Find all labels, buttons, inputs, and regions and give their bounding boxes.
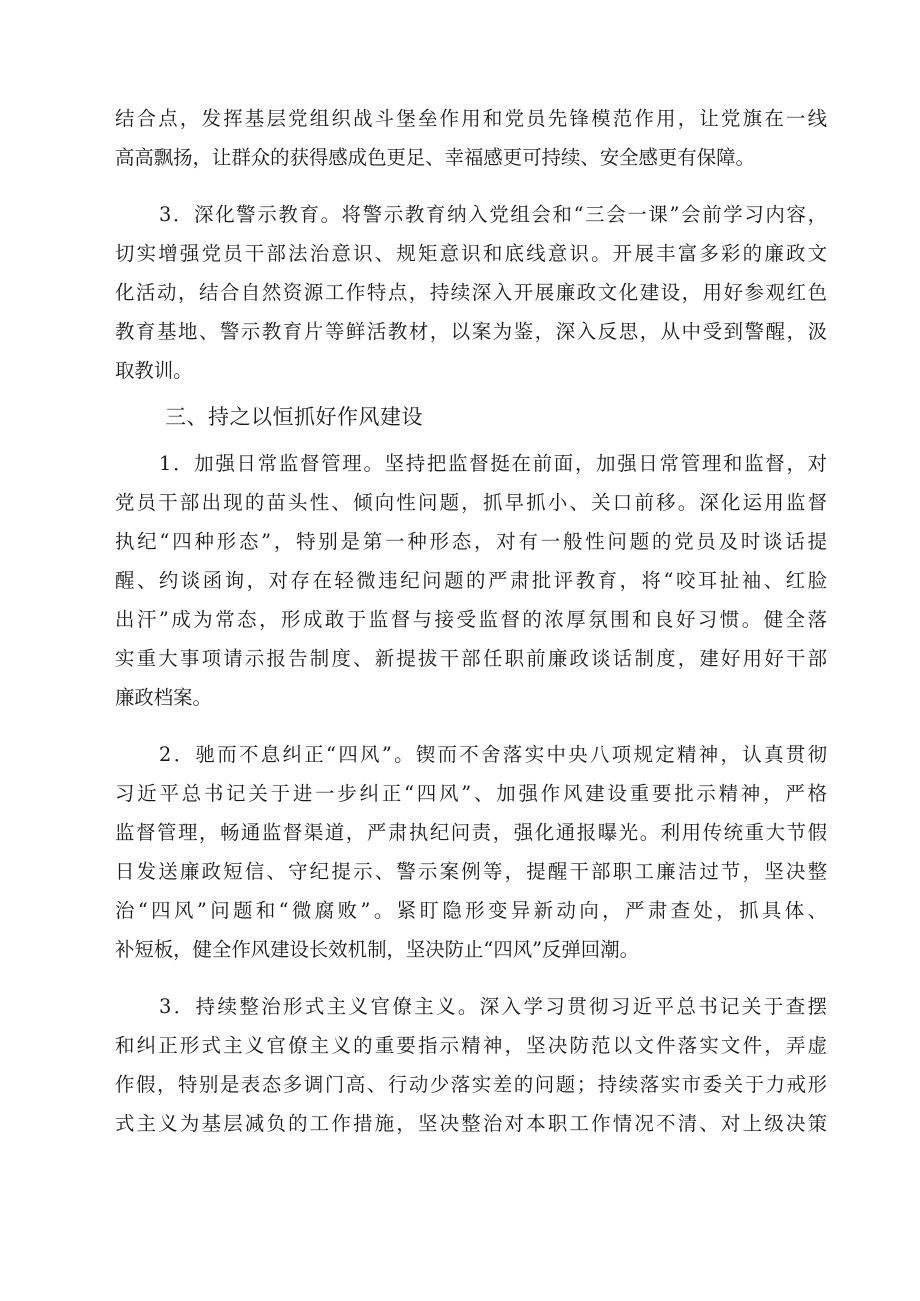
text-line: 党员干部出现的苗头性、倾向性问题，抓早抓小、关口前移。深化运用监督	[115, 491, 827, 514]
text-line: 2．驰而不息纠正“四风”。锲而不舍落实中央八项规定精神，认真贯彻	[159, 743, 827, 766]
text-line: 实重大事项请示报告制度、新提拔干部任职前廉政谈话制度，建好用好干部	[115, 647, 827, 670]
text-line: 监督管理，畅通监督渠道，严肃执纪问责，强化通报曝光。利用传统重大节假	[115, 821, 827, 844]
paragraph-p5	[115, 987, 827, 1143]
text-line: 3．持续整治形式主义官僚主义。深入学习贯彻习近平总书记关于查摆	[159, 995, 827, 1018]
text-line: 习近平总书记关于进一步纠正“四风”、加强作风建设重要批示精神，严格	[115, 782, 827, 805]
paragraph-p3	[115, 444, 827, 717]
text-line: 切实增强党员干部法治意识、规矩意识和底线意识。开展丰富多彩的廉政文	[115, 242, 827, 265]
text-line: 补短板，健全作风建设长效机制，坚决防止“四风”反弹回潮。	[115, 938, 639, 961]
text-line: 执纪“四种形态”，特别是第一种形态，对有一般性问题的党员及时谈话提	[115, 530, 827, 553]
text-line: 取教训。	[115, 359, 193, 382]
text-line: 出汗”成为常态，形成敢于监督与接受监督的浓厚氛围和良好习惯。健全落	[115, 608, 827, 631]
text-line: 教育基地、警示教育片等鲜活教材，以案为鉴，深入反思，从中受到警醒，汲	[115, 320, 827, 343]
text-line: 作假，特别是表态多调门高、行动少落实差的问题；持续落实市委关于力戒形	[115, 1073, 827, 1096]
text-line: 日发送廉政短信、守纪提示、警示案例等，提醒干部职工廉洁过节，坚决整	[115, 860, 827, 883]
text-line: 3．深化警示教育。将警示教育纳入党组会和“三会一课”会前学习内容，	[159, 203, 827, 226]
section-heading: 三、持之以恒抓好作风建设	[165, 405, 423, 429]
document-page	[115, 99, 827, 1143]
text-line: 化活动，结合自然资源工作特点，持续深入开展廉政文化建设，用好参观红色	[115, 281, 827, 304]
text-line: 高高飘扬，让群众的获得感成色更足、幸福感更可持续、安全感更有保障。	[115, 146, 755, 169]
paragraph-gap	[115, 717, 827, 735]
text-line: 1．加强日常监督管理。坚持把监督挺在前面，加强日常管理和监督，对	[159, 452, 827, 475]
paragraph-p1	[115, 99, 827, 177]
paragraph-p2	[115, 195, 827, 390]
paragraph-gap	[115, 969, 827, 987]
text-line: 廉政档案。	[115, 686, 212, 709]
text-line: 和纠正形式主义官僚主义的重要指示精神，坚决防范以文件落实文件，弄虚	[115, 1034, 827, 1057]
paragraph-gap	[115, 177, 827, 195]
text-line: 结合点，发挥基层党组织战斗堡垒作用和党员先锋模范作用，让党旗在一线	[115, 107, 827, 130]
text-line: 醒、约谈函询，对存在轻微违纪问题的严肃批评教育，将“咬耳扯袖、红脸	[115, 569, 827, 592]
paragraph-p4	[115, 735, 827, 969]
text-line: 治“四风”问题和“微腐败”。紧盯隐形变异新动向，严肃查处，抓具体、	[115, 899, 827, 922]
text-line: 式主义为基层减负的工作措施，坚决整治对本职工作情况不清、对上级决策	[115, 1112, 827, 1135]
